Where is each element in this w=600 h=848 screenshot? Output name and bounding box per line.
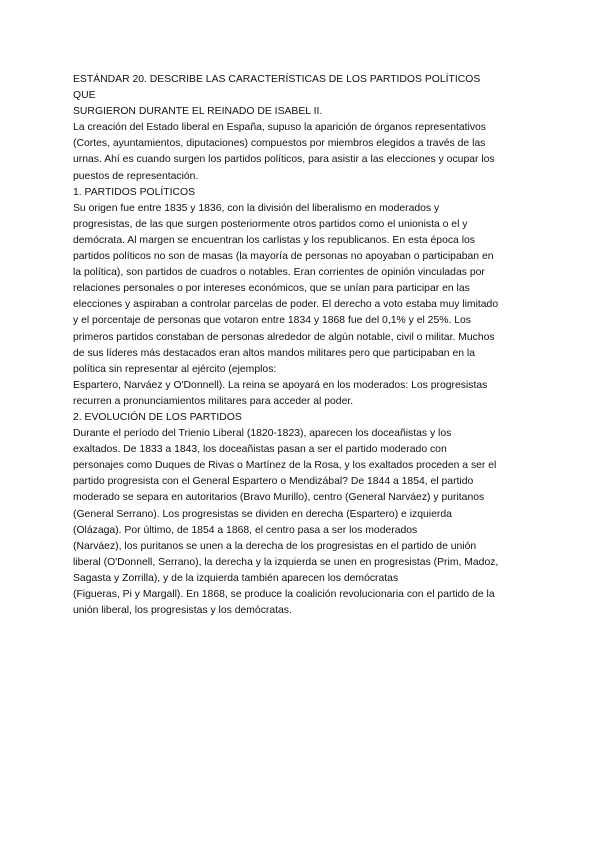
- section-2-line: Durante el período del Trienio Liberal (1820-1823), aparecen los doceañistas y los: [73, 428, 452, 440]
- section-heading-partidos: 1. PARTIDOS POLÍTICOS: [73, 186, 196, 198]
- document-body: [73, 72, 533, 619]
- section-1-line: primeros partidos constaban de personas alrededor de algún notable, civil o militar. Muchos: [73, 331, 495, 343]
- section-2-line: (Olázaga). Por último, de 1854 a 1868, el centro pasa a ser los moderados: [73, 524, 418, 536]
- section-2-line: liberal (O'Donnell, Serrano), la derecha y la izquierda se unen en progresistas (Prim, Madoz,: [73, 556, 499, 568]
- section-2-line: Sagasta y Zorrilla), y de la izquierda también aparecen los demócratas: [73, 572, 399, 584]
- section-1-line: elecciones y aspiraban a controlar parcelas de poder. El derecho a voto estaba muy limitado: [73, 299, 499, 311]
- section-1-line: demócrata. Al margen se encuentran los carlistas y los republicanos. En esta época los: [73, 234, 475, 246]
- section-2-line: unión liberal, los progresistas y los demócratas.: [73, 605, 292, 617]
- section-2-line: exaltados. De 1833 a 1843, los doceañistas pasan a ser el partido moderado con: [73, 444, 447, 456]
- section-1-line: Espartero, Narváez y O'Donnell). La reina se apoyará en los moderados: Los progresistas: [73, 379, 488, 391]
- section-2-line: moderado se separa en autoritarios (Bravo Murillo), centro (General Narváez) y puritanos: [73, 492, 485, 504]
- section-1-line: progresistas, de las que surgen posteriormente otros partidos como el unionista o el y: [73, 218, 468, 230]
- section-2-line: personajes como Duques de Rivas o Martínez de la Rosa, y los exaltados proceden a ser el: [73, 460, 497, 472]
- section-1-line: de sus líderes más destacados eran altos mandos militares pero que participaban en la: [73, 347, 475, 359]
- title-line-3: SURGIERON DURANTE EL REINADO DE ISABEL II.: [73, 106, 323, 118]
- intro-line: (Cortes, ayuntamientos, diputaciones) compuestos por miembros elegidos a través de las: [73, 138, 486, 150]
- title-line-2: QUE: [73, 90, 96, 102]
- section-1-line: política sin representar al ejército (ejemplos:: [73, 363, 277, 375]
- section-heading-evolucion: 2. EVOLUCIÓN DE LOS PARTIDOS: [73, 411, 242, 423]
- section-2-line: (Figueras, Pi y Margall). En 1868, se produce la coalición revolucionaria con el partido de la: [73, 589, 495, 600]
- section-1-line: Su origen fue entre 1835 y 1836, con la división del liberalismo en moderados y: [73, 202, 440, 214]
- section-1-line: y el porcentaje de personas que votaron entre 1834 y 1868 fue del 0,1% y el 25%. Los: [73, 315, 472, 327]
- section-2-line: (General Serrano). Los progresistas se dividen en derecha (Espartero) e izquierda: [73, 508, 452, 520]
- section-1-line: la política), son partidos de cuadros o notables. Eran corrientes de opinión vinculadas por: [73, 267, 485, 279]
- section-1-line: relaciones personales o por intereses económicos, que se unían para participar en las: [73, 283, 470, 295]
- section-1-line: recurren a pronunciamientos militares para acceder al poder.: [73, 395, 354, 407]
- title-line-1: ESTÁNDAR 20. DESCRIBE LAS CARACTERÍSTICAS DE LOS PARTIDOS POLÍTICOS: [73, 74, 481, 85]
- intro-line: puestos de representación.: [73, 170, 199, 182]
- intro-line: urnas. Ahí es cuando surgen los partidos políticos, para asistir a las elecciones y ocupar los: [73, 154, 495, 166]
- intro-line: La creación del Estado liberal en España, supuso la aparición de órganos representativos: [73, 122, 487, 134]
- section-2-line: (Narváez), los puritanos se unen a la derecha de los progresistas en el partido de unión: [73, 540, 477, 552]
- section-1-line: partidos políticos no son de masas (la mayoría de personas no apoyaban o participaban en: [73, 251, 494, 263]
- section-2-line: partido progresista con el General Espartero o Mendizábal? De 1844 a 1854, el partido: [73, 476, 474, 488]
